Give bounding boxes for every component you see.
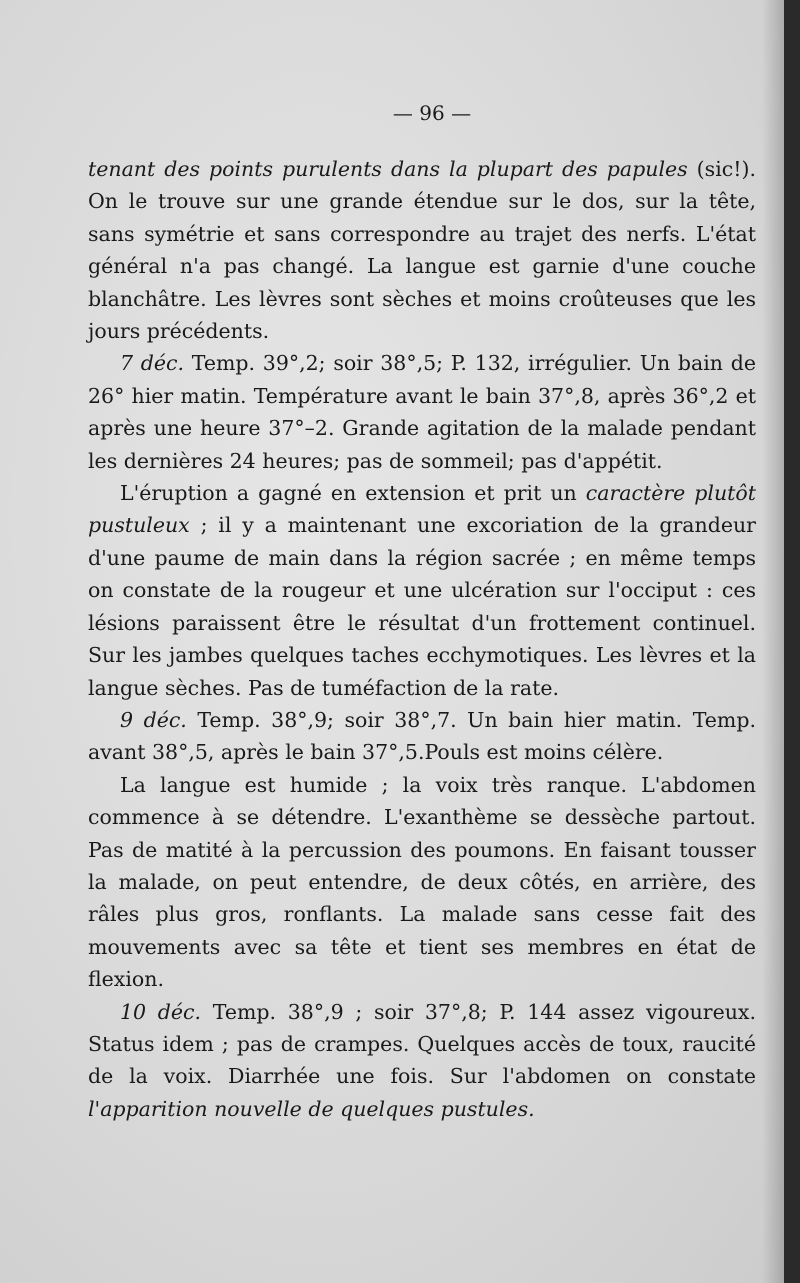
paragraph-continuation	[88, 153, 756, 347]
date-label: 9 déc.	[120, 707, 187, 732]
text-segment: Temp. 39°,2; soir 38°,5; P. 132, irrégulier. Un bain de 26° hier matin. Température avant le bain 37°,8, après 36°,2 et après une heure 37°–2. Grande agitation de la malade pendant les dernières 24 heures; pas de sommeil; pas d'appétit.	[88, 351, 756, 473]
text-segment-italic: l'apparition nouvelle de quelques pustules.	[88, 1096, 535, 1121]
page-edge-shadow	[762, 0, 784, 1283]
date-label: 7 déc.	[120, 351, 185, 376]
text-segment: (sic!). On le trouve sur une grande étendue sur le dos, sur la tête, sans symétrie et sans correspondre au trajet des nerfs. L'état général n'a pas changé. La langue est garnie d'une couche blanchâtre. Les lèvres sont sèches et moins croûteuses que les jours précédents.	[88, 157, 756, 344]
text-segment: La langue est humide ; la voix très ranque. L'abdomen commence à se détendre. L'exanthème se dessèche partout. Pas de matité à la percussion des poumons. En faisant tousser la malade, on peut entendre, de deux côtés, en arrière, des râles plus gros, ronflants. La malade sans cesse fait des mouvements avec sa tête et tient ses membres en état de flexion.	[88, 772, 756, 992]
text-segment: tenant des points purulents dans la plupart des papules	[88, 157, 688, 181]
paragraph-7-dec	[88, 347, 756, 477]
text-segment: L'éruption a gagné en extension et prit un	[120, 481, 586, 506]
page-text	[88, 97, 756, 1125]
text-segment: ; il y a maintenant une excoriation de la grandeur d'une paume de main dans la région sacrée ; en même temps on constate de la rougeur et une ulcération sur l'occiput : ces lésions paraissent être le résultat d'un frottement continuel. Sur les jambes quelques taches ecchymotiques. Les lèvres et la langue sèches. Pas de tuméfaction de la rate.	[88, 513, 756, 700]
paragraph-langue	[88, 769, 756, 996]
text-segment: Temp. 38°,9; soir 38°,7. Un bain hier matin. Temp. avant 38°,5, après le bain 37°,5.Pouls est moins célère.	[88, 707, 756, 765]
text-segment-italic: caractère plutôt pustuleux	[88, 481, 756, 538]
paragraph-10-dec	[88, 996, 756, 1126]
text-segment: Temp. 38°,9 ; soir 37°,8; P. 144 assez vigoureux. Status idem ; pas de crampes. Quelques accès de toux, raucité de la voix. Diarrhée une fois. Sur l'abdomen on constate	[88, 999, 756, 1089]
date-label: 10 déc.	[120, 999, 202, 1024]
page-number: — 96 —	[392, 101, 472, 125]
paragraph-eruption	[88, 477, 756, 704]
paragraph-9-dec	[88, 704, 756, 769]
